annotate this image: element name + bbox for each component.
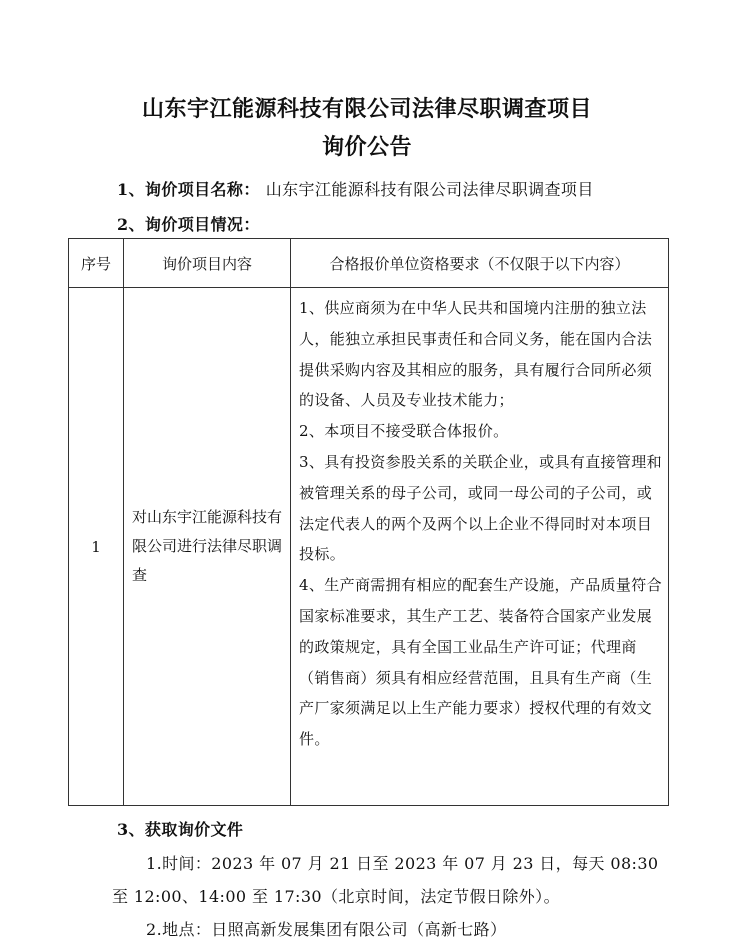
requirements-table xyxy=(68,238,669,806)
section-1-label: 1、询价项目名称： xyxy=(117,180,260,199)
table-header-row xyxy=(69,239,669,288)
section-1-value: 山东宇江能源科技有限公司法律尽职调查项目 xyxy=(265,180,594,199)
document-title: 山东宇江能源科技有限公司法律尽职调查项目 xyxy=(141,96,592,122)
document-subtitle: 询价公告 xyxy=(321,134,412,160)
requirement-item: 1、供应商须为在中华人民共和国境内注册的独立法人，能独立承担民事责任和合同义务，能在国内合法提供采购内容及其相应的服务，具有履行合同所必须的设备、人员及专业技术能力； xyxy=(299,299,653,410)
row-seq: 1 xyxy=(69,288,124,806)
section-2-label: 2、询价项目情况： xyxy=(117,215,260,234)
section-3-time-line1: 1.时间：2023 年 07 月 21 日至 2023 年 07 月 23 日，每天 08:30 xyxy=(146,854,659,873)
requirement-item: 2、本项目不接受联合体报价。 xyxy=(299,422,509,441)
header-requirements: 合格报价单位资格要求（不仅限于以下内容） xyxy=(291,239,669,288)
header-content: 询价项目内容 xyxy=(124,239,291,288)
header-seq: 序号 xyxy=(69,239,124,288)
section-3-time-line2: 至 12:00、14:00 至 17:30（北京时间，法定节假日除外）。 xyxy=(112,887,560,906)
section-1 xyxy=(117,177,594,200)
table-row xyxy=(69,288,669,806)
section-3-label: 3、获取询价文件 xyxy=(117,820,244,839)
requirement-item: 3、具有投资参股关系的关联企业，或具有直接管理和被管理关系的母子公司，或同一母公司的子公司，或法定代表人的两个及两个以上企业不得同时对本项目投标。 xyxy=(299,452,662,564)
row-content: 对山东宇江能源科技有限公司进行法律尽职调查 xyxy=(124,288,291,806)
requirement-item: 4、生产商需拥有相应的配套生产设施，产品质量符合国家标准要求，其生产工艺、装备符合国家产业发展的政策规定，具有全国工业品生产许可证；代理商（销售商）须具有相应经营范围，且具有生产商（生产厂家须满足以上生产能力要求）授权代理的有效文件。 xyxy=(299,576,662,749)
section-3-location: 2.地点：日照高新发展集团有限公司（高新七路） xyxy=(146,920,507,939)
row-requirements xyxy=(291,288,669,806)
